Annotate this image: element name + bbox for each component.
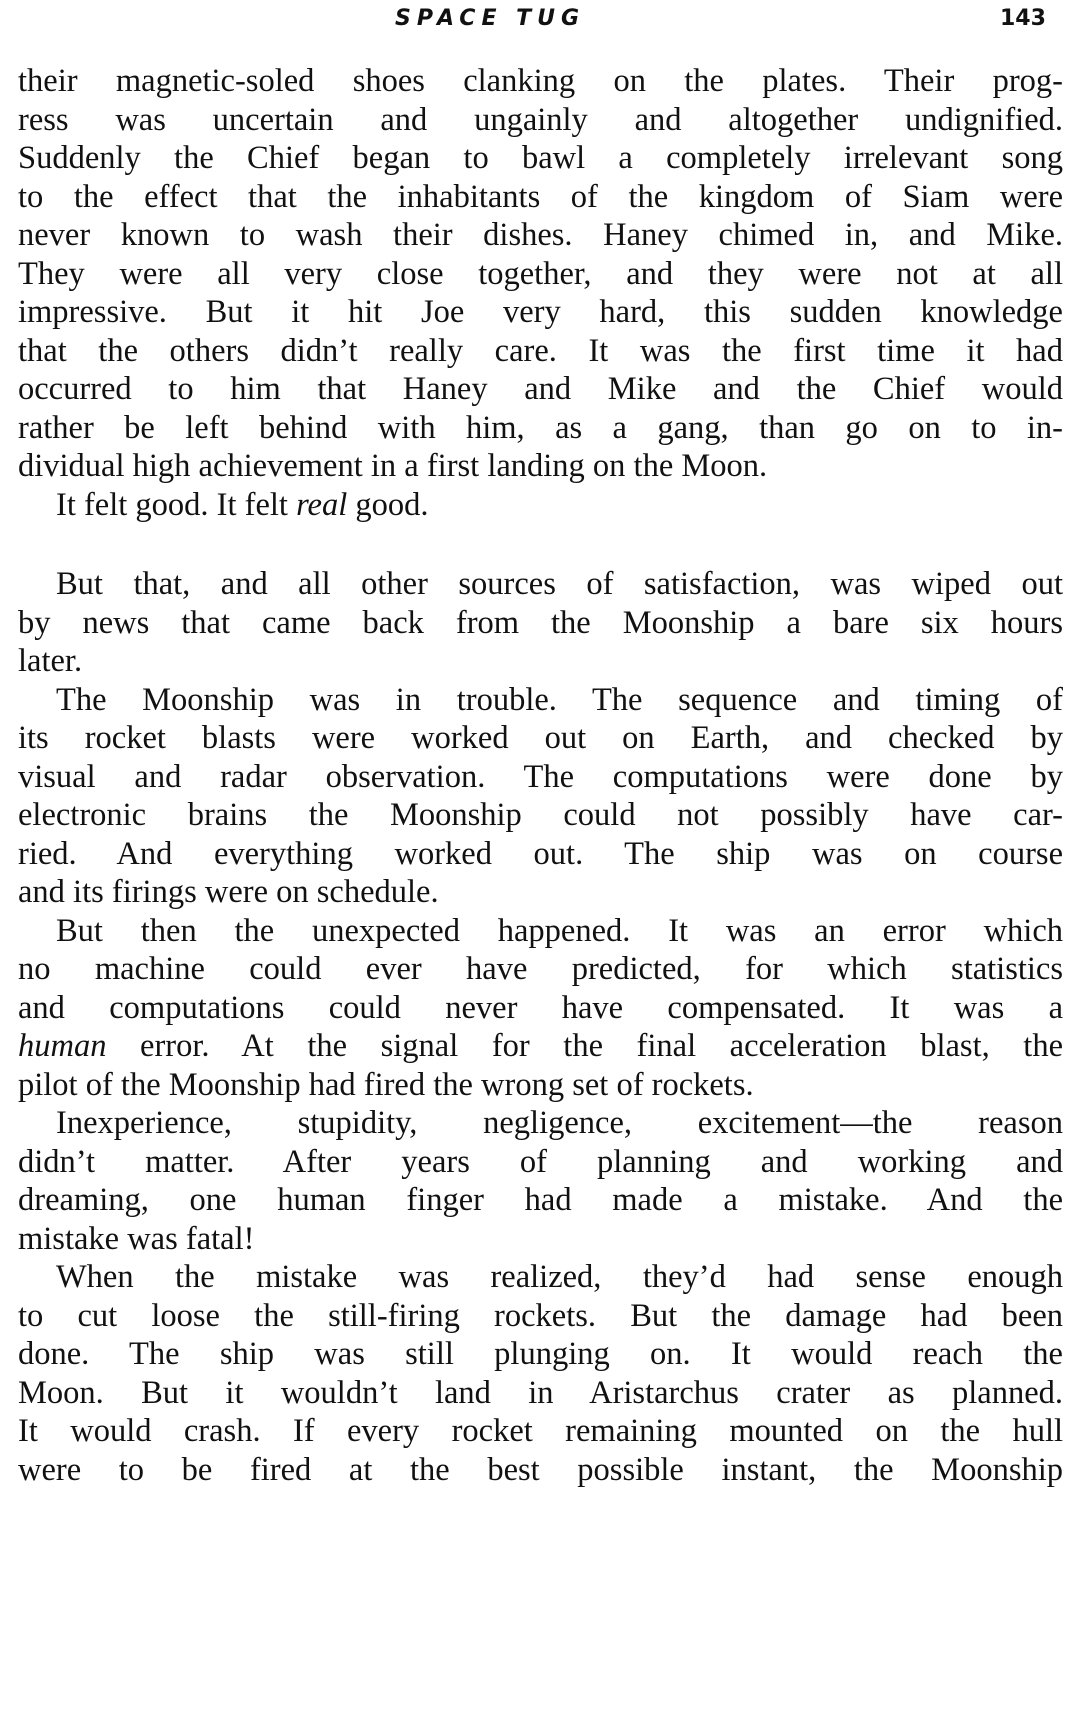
text-line: to the effect that the inhabitants of the kingdom of Siam were [18,178,1063,215]
emphasized-word: human [18,1028,107,1064]
text-line: Suddenly the Chief began to bawl a completely irrelevant song [18,140,1063,176]
body-text [18,62,1063,1489]
text-line: Moon. But it wouldn’t land in Aristarchus crater as planned. [18,1374,1063,1411]
text-line: by news that came back from the Moonship a bare six hours [18,604,1063,641]
text-line: electronic brains the Moonship could not possibly have car- [18,797,1063,833]
section-break [18,524,1063,565]
text-line: mistake was fatal! [18,1220,255,1257]
text-line: no machine could ever have predicted, for which statistics [18,951,1063,987]
text-line: They were all very close together, and they were not at all [18,255,1063,292]
text-line: ried. And everything worked out. The ship was on course [18,835,1063,872]
text-line: done. The ship was still plunging on. It would reach the [18,1336,1063,1372]
text-line: The Moonship was in trouble. The sequence and timing of [56,681,1063,718]
text-line: But then the unexpected happened. It was an error which [56,912,1063,949]
text-line: its rocket blasts were worked out on Earth, and checked by [18,720,1063,756]
text-line: human error. At the signal for the final acceleration blast, the [18,1028,1063,1064]
text-line: rather be left behind with him, as a gang, than go on to in- [18,409,1063,446]
text-line: dividual high achievement in a first landing on the Moon. [18,448,768,484]
text-line: their magnetic-soled shoes clanking on the plates. Their prog- [18,63,1063,99]
text-line: visual and radar observation. The computations were done by [18,758,1063,795]
running-head [0,2,1068,42]
text-line: But that, and all other sources of satisfaction, was wiped out [56,566,1063,602]
text-line: were to be fired at the best possible instant, the Moonship [18,1451,1063,1488]
text-line: ress was uncertain and ungainly and altogether undignified. [18,101,1063,138]
text-line: When the mistake was realized, they’d had sense enough [56,1259,1063,1295]
text-line: and computations could never have compensated. It was a [18,989,1063,1026]
text-line: Inexperience, stupidity, negligence, excitement—the reason [56,1105,1063,1141]
emphasized-word: real [296,486,348,523]
text-line: never known to wash their dishes. Haney chimed in, and Mike. [18,217,1063,253]
text-line: that the others didn’t really care. It was the first time it had [18,332,1063,369]
running-title: SPACE TUG [395,6,586,31]
text-line: It felt good. It felt real good. [56,486,429,523]
text-line: and its firings were on schedule. [18,874,439,910]
text-line: later. [18,643,83,679]
page-number: 143 [1000,6,1046,31]
text-line: pilot of the Moonship had fired the wrong set of rockets. [18,1066,754,1103]
text-line: impressive. But it hit Joe very hard, this sudden knowledge [18,294,1063,330]
text-line: dreaming, one human finger had made a mistake. And the [18,1182,1063,1218]
text-line: to cut loose the still-firing rockets. But the damage had been [18,1297,1063,1334]
text-line: occurred to him that Haney and Mike and the Chief would [18,371,1063,407]
text-line: It would crash. If every rocket remaining mounted on the hull [18,1413,1063,1449]
text-line: didn’t matter. After years of planning and working and [18,1143,1063,1180]
